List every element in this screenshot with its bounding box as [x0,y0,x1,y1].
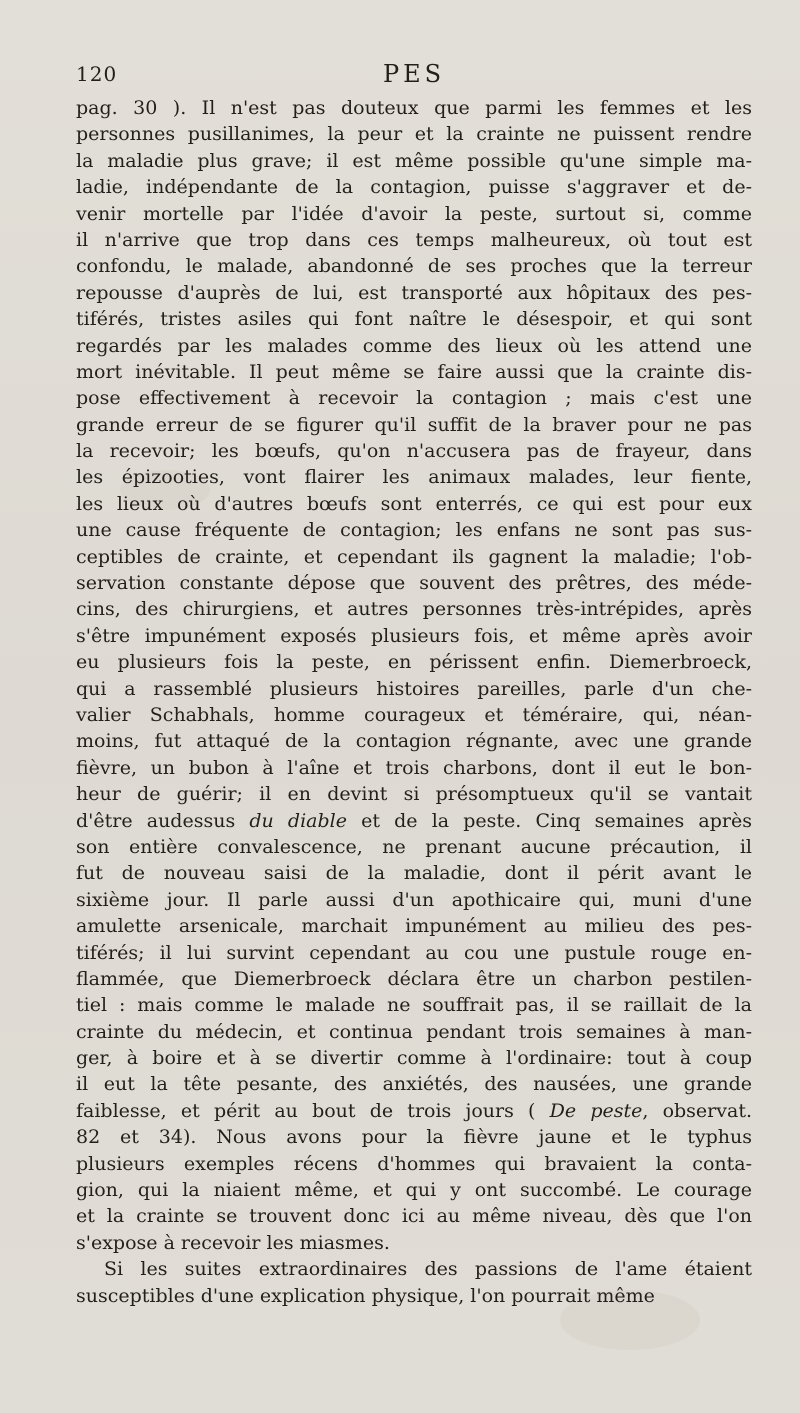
text-line: sixième jour. Il parle aussi d'un apothicaire qui, muni d'une [76,888,752,911]
text-line: grande erreur de se figurer qu'il suffit de la braver pour ne pas [76,413,752,436]
text-line: venir mortelle par l'idée d'avoir la peste, surtout si, comme [76,202,752,225]
text-line: Si les suites extraordinaires des passions de l'ame étaient [104,1258,752,1281]
text-line: personnes pusillanimes, la peur et la crainte ne puissent rendre [76,123,752,146]
text-line: et la crainte se trouvent donc ici au même niveau, dès que l'on [76,1205,752,1228]
text-line: servation constante dépose que souvent des prêtres, des méde- [76,572,752,595]
text-line: pose effectivement à recevoir la contagion ; mais c'est une [76,387,752,410]
text-line: tiférés, tristes asiles qui font naître le désespoir, et qui sont [76,308,752,331]
text-line: valier Schabhals, homme courageux et téméraire, qui, néan- [76,703,752,726]
text-line: gion, qui la niaient même, et qui y ont succombé. Le courage [76,1179,752,1202]
paragraph [76,95,752,1256]
text-line: ger, à boire et à se divertir comme à l'ordinaire: tout à coup [76,1047,752,1070]
text-line: la recevoir; les bœufs, qu'on n'accusera pas de frayeur, dans [76,440,752,463]
text-line: heur de guérir; il en devint si présomptueux qu'il se vantait [76,783,752,806]
text-line: son entière convalescence, ne prenant aucune précaution, il [76,835,752,858]
text-line: il n'arrive que trop dans ces temps malheureux, où tout est [76,228,752,251]
text-line: 82 et 34). Nous avons pour la fièvre jaune et le typhus [76,1126,752,1149]
text-line: qui a rassemblé plusieurs histoires pareilles, parle d'un che- [76,677,752,700]
text-line: les lieux où d'autres bœufs sont enterrés, ce qui est pour eux [76,492,752,515]
text-line: fut de nouveau saisi de la maladie, dont il périt avant le [76,862,752,885]
text-line: fièvre, un bubon à l'aîne et trois charbons, dont il eut le bon- [76,756,752,779]
body-text [76,95,752,1309]
text-line: ladie, indépendante de la contagion, puisse s'aggraver et de- [76,176,752,199]
text-line: ceptibles de crainte, et cependant ils gagnent la maladie; l'ob- [76,545,752,568]
text-line: eu plusieurs fois la peste, en périssent enfin. Diemerbroeck, [76,651,752,674]
italic-phrase: du diable [249,809,347,832]
page-header [76,58,752,90]
text-line: la maladie plus grave; il est même possible qu'une simple ma- [76,149,752,172]
paragraph [76,1256,752,1309]
text-line: moins, fut attaqué de la contagion régnante, avec une grande [76,730,752,753]
text-line: les épizooties, vont flairer les animaux malades, leur fiente, [76,466,752,489]
text-line: tiférés; il lui survint cependant au cou une pustule rouge en- [76,941,752,964]
text-line: cins, des chirurgiens, et autres personnes très-intrépides, après [76,598,752,621]
text-line: crainte du médecin, et continua pendant trois semaines à man- [76,1020,752,1043]
text-line: une cause fréquente de contagion; les enfans ne sont pas sus- [76,519,752,542]
text-line: tiel : mais comme le malade ne souffrait pas, il se raillait de la [76,994,752,1017]
text-line: susceptibles d'une explication physique, l'on pourrait même [76,1284,655,1307]
text-line: amulette arsenicale, marchait impunément au milieu des pes- [76,915,752,938]
text-line: confondu, le malade, abandonné de ses proches que la terreur [76,255,752,278]
running-head: PES [382,60,446,88]
page-number: 120 [76,62,118,86]
text-line: s'expose à recevoir les miasmes. [76,1231,390,1254]
text-line: pag. 30 ). Il n'est pas douteux que parmi les femmes et les [76,97,752,119]
text-line: il eut la tête pesante, des anxiétés, des nausées, une grande [76,1073,752,1096]
text-line: mort inévitable. Il peut même se faire aussi que la crainte dis- [76,360,752,383]
text-line: d'être audessus du diable et de la peste. Cinq semaines après [76,809,752,832]
text-line: s'être impunément exposés plusieurs fois, et même après avoir [76,624,752,647]
text-line: regardés par les malades comme des lieux où les attend une [76,334,752,357]
italic-phrase: De peste [549,1099,643,1122]
text-line: repousse d'auprès de lui, est transporté aux hôpitaux des pes- [76,281,752,304]
text-line: faiblesse, et périt au bout de trois jours ( De peste, observat. [76,1099,752,1122]
text-line: plusieurs exemples récens d'hommes qui bravaient la conta- [76,1152,752,1175]
text-line: flammée, que Diemerbroeck déclara être un charbon pestilen- [76,967,752,990]
